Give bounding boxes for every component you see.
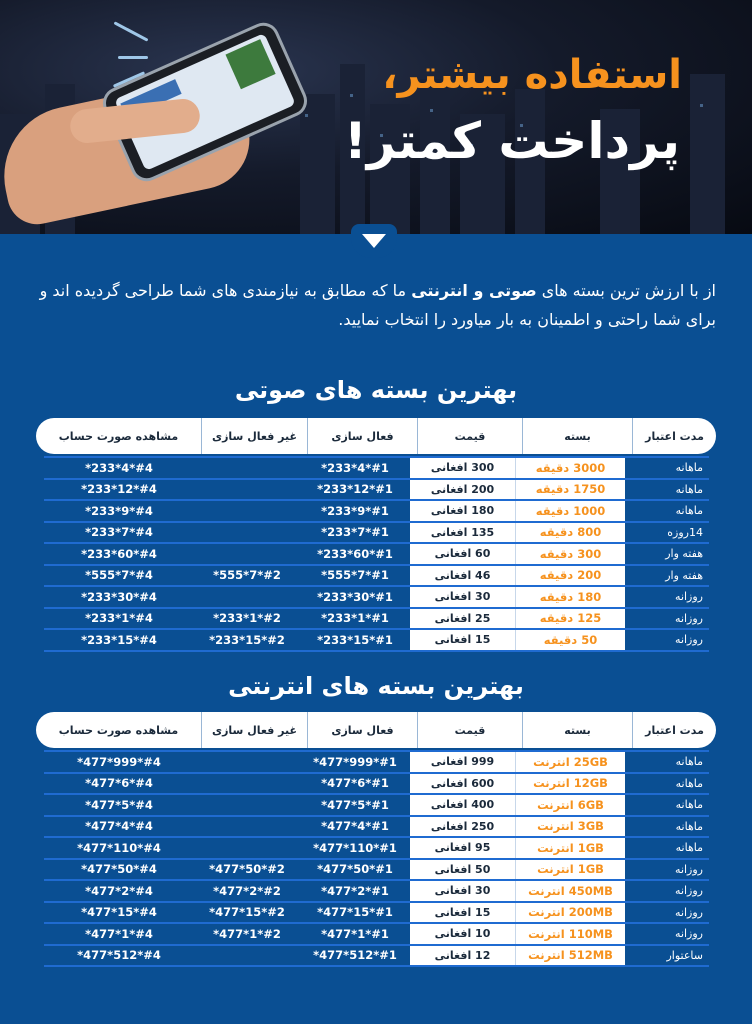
table-row — [44, 630, 709, 652]
header-act: فعال سازی — [307, 418, 417, 454]
cell-price: 200 افغانی — [410, 480, 515, 500]
cell-bal: #4*2*477* — [85, 883, 153, 898]
header-price: قیمت — [417, 418, 522, 454]
cell-valid: هفته وار — [665, 547, 703, 561]
cell-bal: #4*7*555* — [85, 568, 153, 583]
internet-table-body — [44, 752, 709, 967]
cell-bal: #4*12*233* — [81, 482, 157, 497]
cell-valid: 14روزه — [667, 525, 703, 539]
cell-price: 95 افغانی — [410, 838, 515, 858]
cell-bal: #4*110*477* — [77, 840, 161, 855]
cell-valid: روزانه — [675, 633, 703, 647]
cell-price: 135 افغانی — [410, 523, 515, 543]
cell-deact: #2*1*233* — [213, 611, 281, 626]
cell-bal: #4*9*233* — [85, 503, 153, 518]
hero-banner — [0, 0, 752, 234]
table-row — [44, 501, 709, 523]
cell-valid: ماهانه — [675, 819, 703, 833]
cell-act: #1*7*233* — [321, 525, 389, 540]
cell-deact: #2*2*477* — [213, 883, 281, 898]
cell-pkg: 110MB انترنت — [515, 924, 625, 944]
cell-pkg: 800 دقیقه — [515, 523, 625, 543]
header-bal: مشاهده صورت حساب — [58, 723, 179, 737]
cell-bal: #4*999*477* — [77, 754, 161, 769]
cell-valid: روزانه — [675, 611, 703, 625]
cell-pkg: 6GB انترنت — [515, 795, 625, 815]
table-row — [44, 609, 709, 631]
cell-deact: #2*1*477* — [213, 926, 281, 941]
cell-bal: #4*4*477* — [85, 819, 153, 834]
cell-price: 46 افغانی — [410, 566, 515, 586]
cell-valid: روزانه — [675, 905, 703, 919]
cell-pkg: 300 دقیقه — [515, 544, 625, 564]
header-valid: مدت اعتبار — [632, 418, 716, 454]
cell-bal: #4*1*233* — [85, 611, 153, 626]
cell-act: #1*30*233* — [317, 589, 393, 604]
cell-valid: ماهانه — [675, 755, 703, 769]
cell-act: #1*15*477* — [317, 905, 393, 920]
cell-valid: ماهانه — [675, 504, 703, 518]
header-deact: غیر فعال سازی — [201, 418, 307, 454]
table-row — [44, 752, 709, 774]
cell-bal: #4*1*477* — [85, 926, 153, 941]
cell-act: #1*5*477* — [321, 797, 389, 812]
headline-line-1: استفاده بیشتر، — [382, 52, 682, 98]
cell-price: 300 افغانی — [410, 458, 515, 478]
cell-act: #1*4*233* — [321, 460, 389, 475]
cell-act: #1*6*477* — [321, 776, 389, 791]
cell-pkg: 200MB انترنت — [515, 903, 625, 923]
cell-deact: #2*7*555* — [213, 568, 281, 583]
cell-deact: #2*15*477* — [209, 905, 285, 920]
header-price: قیمت — [417, 712, 522, 748]
table-row — [44, 838, 709, 860]
cell-price: 10 افغانی — [410, 924, 515, 944]
voice-section-title: بهترین بسته های صوتی — [234, 376, 518, 404]
cell-valid: روزانه — [675, 927, 703, 941]
cell-price: 180 افغانی — [410, 501, 515, 521]
table-row — [44, 566, 709, 588]
cell-bal: #4*6*477* — [85, 776, 153, 791]
internet-table-header — [36, 712, 716, 748]
cell-bal: #4*15*233* — [81, 632, 157, 647]
cell-deact — [194, 752, 300, 772]
cell-bal: #4*60*233* — [81, 546, 157, 561]
cell-price: 30 افغانی — [410, 587, 515, 607]
header-pkg: بسته — [522, 712, 632, 748]
cell-act: #1*60*233* — [317, 546, 393, 561]
cell-valid: روزانه — [675, 884, 703, 898]
cell-valid: ماهانه — [675, 461, 703, 475]
cell-bal: #4*7*233* — [85, 525, 153, 540]
cell-pkg: 1GB انترنت — [515, 838, 625, 858]
cell-deact — [194, 544, 300, 564]
headline-line-2: پرداخت کمتر! — [344, 112, 680, 170]
cell-valid: روزانه — [675, 590, 703, 604]
cell-pkg: 450MB انترنت — [515, 881, 625, 901]
cell-price: 400 افغانی — [410, 795, 515, 815]
cell-price: 999 افغانی — [410, 752, 515, 772]
chevron-down-icon — [351, 224, 397, 258]
table-row — [44, 924, 709, 946]
cell-pkg: 180 دقیقه — [515, 587, 625, 607]
voice-table-header — [36, 418, 716, 454]
cell-valid: ماهانه — [675, 482, 703, 496]
cell-bal: #4*15*477* — [81, 905, 157, 920]
cell-pkg: 3GB انترنت — [515, 817, 625, 837]
cell-act: #1*4*477* — [321, 819, 389, 834]
header-bal: مشاهده صورت حساب — [58, 429, 179, 443]
cell-act: #1*9*233* — [321, 503, 389, 518]
table-row — [44, 587, 709, 609]
table-row — [44, 817, 709, 839]
table-row — [44, 774, 709, 796]
cell-valid: ساعتوار — [666, 948, 703, 962]
voice-table-body — [44, 458, 709, 652]
cell-valid: روزانه — [675, 862, 703, 876]
cell-act: #1*512*477* — [313, 948, 397, 963]
internet-section-title: بهترین بسته های انترنتی — [228, 672, 524, 700]
cell-bal: #4*4*233* — [85, 460, 153, 475]
cell-pkg: 3000 دقیقه — [515, 458, 625, 478]
cell-deact — [194, 774, 300, 794]
cell-deact — [194, 480, 300, 500]
cell-bal: #4*5*477* — [85, 797, 153, 812]
cell-act: #1*7*555* — [321, 568, 389, 583]
cell-act: #1*110*477* — [313, 840, 397, 855]
cell-act: #1*1*477* — [321, 926, 389, 941]
header-act: فعال سازی — [307, 712, 417, 748]
cell-price: 50 افغانی — [410, 860, 515, 880]
cell-act: #1*1*233* — [321, 611, 389, 626]
cell-act: #1*2*477* — [321, 883, 389, 898]
cell-pkg: 1000 دقیقه — [515, 501, 625, 521]
cell-deact — [194, 817, 300, 837]
cell-pkg: 25GB انترنت — [515, 752, 625, 772]
cell-pkg: 200 دقیقه — [515, 566, 625, 586]
cell-valid: ماهانه — [675, 841, 703, 855]
cell-valid: ماهانه — [675, 776, 703, 790]
cell-deact: #2*50*477* — [209, 862, 285, 877]
cell-price: 15 افغانی — [410, 630, 515, 650]
cell-deact — [194, 838, 300, 858]
cell-valid: هفته وار — [665, 568, 703, 582]
header-pkg: بسته — [522, 418, 632, 454]
cell-price: 600 افغانی — [410, 774, 515, 794]
cell-deact — [194, 501, 300, 521]
cell-pkg: 1750 دقیقه — [515, 480, 625, 500]
cell-act: #1*50*477* — [317, 862, 393, 877]
cell-deact — [194, 795, 300, 815]
cell-deact — [194, 587, 300, 607]
cell-deact — [194, 523, 300, 543]
cell-price: 12 افغانی — [410, 946, 515, 966]
cell-pkg: 512MB انترنت — [515, 946, 625, 966]
intro-paragraph: از با ارزش ترین بسته های صوتی و انترنتی ما که مطابق به نیازمندی های شما طراحی گردیده اند و برای شما راحتی و اطمینان به بار میاورد را انتخاب نمایید. — [39, 281, 716, 329]
cell-pkg: 125 دقیقه — [515, 609, 625, 629]
cell-price: 250 افغانی — [410, 817, 515, 837]
cell-act: #1*999*477* — [313, 754, 397, 769]
cell-price: 15 افغانی — [410, 903, 515, 923]
cell-bal: #4*50*477* — [81, 862, 157, 877]
cell-price: 60 افغانی — [410, 544, 515, 564]
table-row — [44, 903, 709, 925]
header-deact: غیر فعال سازی — [201, 712, 307, 748]
cell-valid: ماهانه — [675, 798, 703, 812]
table-row — [44, 480, 709, 502]
cell-pkg: 1GB انترنت — [515, 860, 625, 880]
cell-pkg: 50 دقیقه — [515, 630, 625, 650]
header-valid: مدت اعتبار — [632, 712, 716, 748]
table-row — [44, 860, 709, 882]
table-row — [44, 881, 709, 903]
cell-deact: #2*15*233* — [209, 632, 285, 647]
cell-price: 30 افغانی — [410, 881, 515, 901]
cell-act: #1*15*233* — [317, 632, 393, 647]
cell-bal: #4*30*233* — [81, 589, 157, 604]
cell-pkg: 12GB انترنت — [515, 774, 625, 794]
table-row — [44, 458, 709, 480]
table-row — [44, 795, 709, 817]
table-row — [44, 523, 709, 545]
cell-deact — [194, 946, 300, 966]
cell-price: 25 افغانی — [410, 609, 515, 629]
cell-act: #1*12*233* — [317, 482, 393, 497]
cell-deact — [194, 458, 300, 478]
cell-bal: #4*512*477* — [77, 948, 161, 963]
table-row — [44, 946, 709, 968]
table-row — [44, 544, 709, 566]
